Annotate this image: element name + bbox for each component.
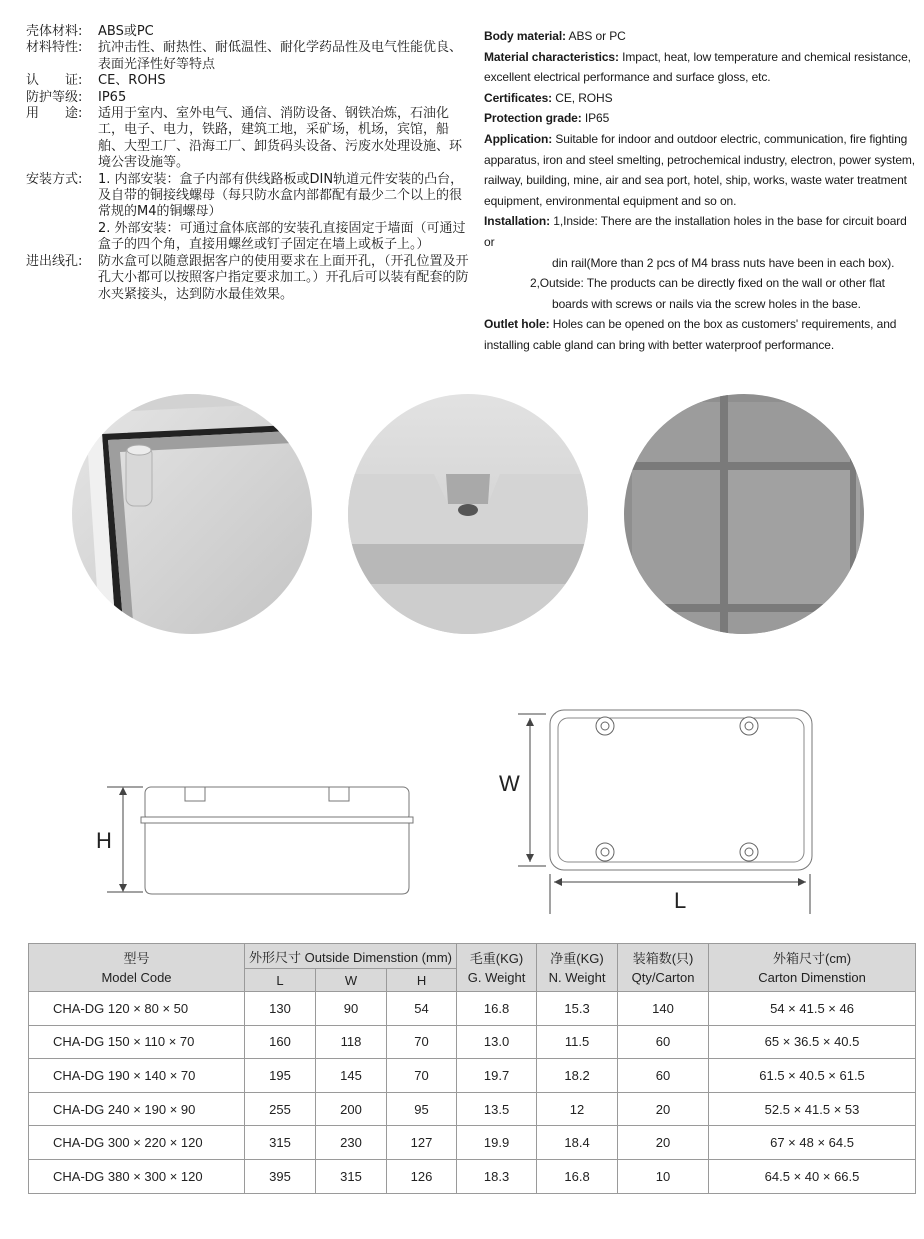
table-row: CHA-DG 380 × 300 × 120 395 315 126 18.3 16.8 10 64.5 × 40 × 66.5 <box>29 1159 916 1193</box>
header-model: 型号 Model Code <box>29 944 245 992</box>
en-spec-application: Application: Suitable for indoor and outdoor electric, communication, fire fighting apparatus, iron and steel smelting, petrochemical industry, electron, power system, railway, building, mine, air and sea port, hotel, ship, works, waste water treatment equipment, environmental equipment and so on. <box>484 131 916 208</box>
header-qty-carton: 装箱数(只) Qty/Carton <box>618 944 709 992</box>
en-spec-installation-2: 2,Outside: The products can be directly fixed on the wall or other flat <box>530 276 885 291</box>
table-row: CHA-DG 150 × 110 × 70 160 118 70 13.0 11.5 60 65 × 36.5 × 40.5 <box>29 1025 916 1059</box>
cn-spec-row: 认 证: CE、ROHS <box>26 73 166 89</box>
header-net-weight: 净重(KG) N. Weight <box>537 944 618 992</box>
header-w: W <box>316 969 387 992</box>
cn-spec-row: 安装方式: 1. 内部安装：盒子内部有供线路板或DIN轨道元件安装的凸台，及自带的铜接线螺母（每只防水盒内部都配有最少二个以上的很常规的M4的铜螺母） <box>26 171 464 220</box>
en-spec-outlet: Outlet hole: Holes can be opened on the box as customers' requirements, and installing cable gland can bring with better waterproof performance. <box>484 317 897 352</box>
en-spec-cert: Certificates: CE, ROHS <box>484 90 613 105</box>
en-spec-list <box>484 26 920 356</box>
side-view-drawing <box>85 775 425 900</box>
table-header-row <box>29 944 916 969</box>
table-row: CHA-DG 240 × 190 × 90 255 200 95 13.5 12 20 52.5 × 41.5 × 53 <box>29 1092 916 1126</box>
en-spec-installation-2-cont: boards with screws or nails via the screw holes in the base. <box>552 296 861 311</box>
top-view-drawing <box>488 700 828 922</box>
dimension-l-label: L <box>674 888 687 913</box>
cn-spec-row: 用 途: 适用于室内、室外电气、通信、消防设备、钢铁冶炼，石油化工，电子、电力，铁路，建筑工地，采矿场，机场，宾馆，船舶、大型工厂、沿海工厂、卸货码头设备、污废水处理设施、环境公害设施等。 <box>26 106 463 171</box>
en-spec-material: Material characteristics: Impact, heat, low temperature and chemical resistance, excellent electrical performance and surface gloss, etc. <box>484 49 911 85</box>
cn-spec-row: 进出线孔: 防水盒可以随意跟据客户的使用要求在上面开孔，（开孔位置及开孔大小都可以按照客户指定要求加工。）开孔后可以装有配套的防水夹紧接头，达到防水最佳效果。 <box>26 253 469 302</box>
header-l: L <box>245 969 316 992</box>
cn-spec-row: 材料特性: 抗冲击性、耐热性、耐低温性、耐化学药品性及电气性能优良、表面光泽性好等特点 <box>26 40 463 72</box>
photo-inner-corner <box>72 394 312 634</box>
table-row: CHA-DG 300 × 220 × 120 315 230 127 19.9 18.4 20 67 × 48 × 64.5 <box>29 1126 916 1160</box>
dimension-w-label: W <box>499 771 520 796</box>
cn-spec-row: 2. 外部安装：可通过盒体底部的安装孔直接固定于墙面（可通过盒子的四个角，直接用螺丝或钉子固定在墙上或板子上。） <box>98 220 466 253</box>
en-spec-installation-cont: din rail(More than 2 pcs of M4 brass nuts have been in each box). <box>552 255 895 270</box>
photo-ribbed-interior <box>624 394 864 634</box>
dimension-h-label: H <box>96 828 112 853</box>
header-h: H <box>387 969 457 992</box>
cn-spec-list <box>26 24 471 303</box>
header-outside-dimension: 外形尺寸 Outside Dimenstion (mm) <box>245 944 457 969</box>
model-spec-table <box>28 943 916 1194</box>
en-spec-protection: Protection grade: IP65 <box>484 111 610 126</box>
header-carton-dimension: 外箱尺寸(cm) Carton Dimenstion <box>709 944 916 992</box>
cn-spec-row: 防护等级: IP65 <box>26 89 127 105</box>
header-gross-weight: 毛重(KG) G. Weight <box>457 944 537 992</box>
photo-screw-hole <box>348 394 588 634</box>
table-row: CHA-DG 120 × 80 × 50 130 90 54 16.8 15.3 140 54 × 41.5 × 46 <box>29 992 916 1026</box>
en-spec-body: Body material: ABS or PC <box>484 29 626 43</box>
cn-spec-row: 壳体材料: ABS或PC <box>26 24 154 39</box>
table-row: CHA-DG 190 × 140 × 70 195 145 70 19.7 18.2 60 61.5 × 40.5 × 61.5 <box>29 1059 916 1093</box>
en-spec-installation: Installation: 1,Inside: There are the installation holes in the base for circuit board or <box>484 214 907 249</box>
